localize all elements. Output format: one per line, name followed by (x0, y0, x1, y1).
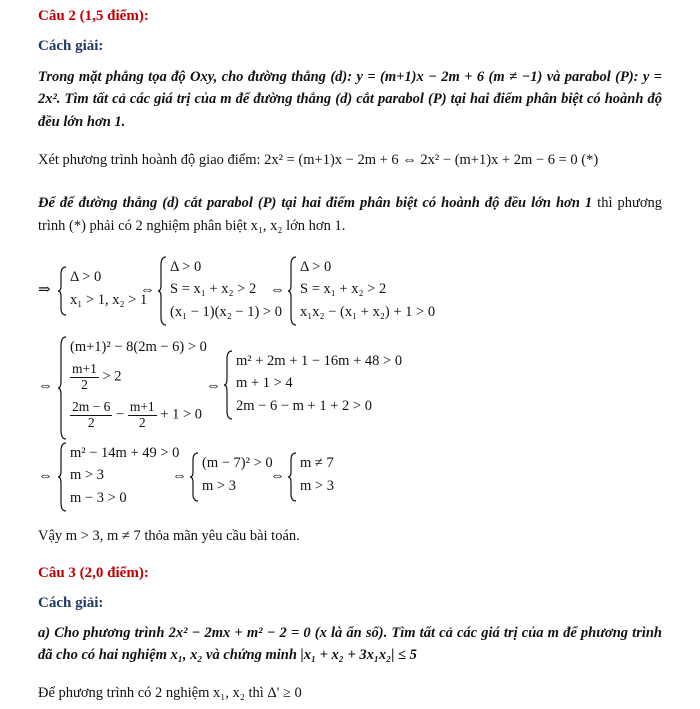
brace-icon (288, 452, 298, 502)
q3-discriminant-condition: Để phương trình có 2 nghiệm x₁, x₂ thì Δ' ≥ 0 (38, 685, 302, 701)
system-1a-line-2: x₁ > 1, x₂ > 1 (70, 292, 148, 308)
iff-symbol: ⇔ (206, 378, 221, 394)
q2-method-label: Cách giải: (38, 38, 104, 54)
q2-heading: Câu 2 (1,5 điểm): (38, 8, 149, 24)
iff-symbol: ⇔ (172, 468, 187, 484)
q2-intersection-equation: Xét phương trình hoành độ giao điểm: 2x² = (m+1)x − 2m + 6 ⇔ 2x² − (m+1)x + 2m − 6 = 0 (*) (38, 152, 599, 168)
system-1b-line-2: S = x₁ + x₂ > 2 (170, 281, 257, 297)
inequality-text: > 2 (98, 368, 122, 385)
q2-conclusion: Vậy m > 3, m ≠ 7 thỏa mãn yêu cầu bài toán. (38, 528, 300, 544)
iff-symbol: ⇔ (140, 282, 155, 298)
system-2a-line-3 (70, 400, 202, 431)
system-1c-line-2: S = x₁ + x₂ > 2 (300, 281, 387, 297)
brace-icon (288, 256, 298, 326)
system-2b-line-3: 2m − 6 − m + 1 + 2 > 0 (236, 398, 372, 414)
brace-icon (158, 256, 168, 326)
brace-icon (58, 336, 68, 440)
system-1b (158, 256, 288, 326)
q3-method-label: Cách giải: (38, 595, 104, 611)
system-2a (58, 336, 228, 440)
system-2b-line-1: m² + 2m + 1 − 16m + 48 > 0 (236, 353, 403, 369)
inequality-text: + 1 > 0 (156, 406, 203, 423)
iff-symbol: ⇔ (38, 378, 53, 394)
system-3c-line-1: m ≠ 7 (300, 455, 334, 471)
implies-symbol: ⇒ (38, 282, 51, 298)
iff-symbol: ⇔ (270, 282, 285, 298)
system-2a-line-2 (70, 362, 122, 393)
fraction-numerator: 2m − 6 (72, 399, 111, 414)
system-1a-line-1: Δ > 0 (70, 269, 102, 285)
q2-condition-rest: thì phương trình (*) phải có 2 nghiệm phân biệt x₁, x₂ lớn hơn 1. (38, 195, 663, 235)
system-3b-line-2: m > 3 (202, 478, 236, 494)
fraction-numerator: m+1 (72, 361, 97, 376)
system-1b-line-3: (x₁ − 1)(x₂ − 1) > 0 (170, 304, 282, 320)
system-3a-line-1: m² − 14m + 49 > 0 (70, 445, 180, 461)
system-3c (288, 452, 378, 502)
fraction-denominator: 2 (81, 376, 88, 392)
system-3c-line-2: m > 3 (300, 478, 334, 494)
fraction (70, 362, 99, 393)
q3-part-a: a) Cho phương trình 2x² − 2mx + m² − 2 = 0 (x là ẩn số). Tìm tất cả các giá trị của m để phương trình đã cho có hai nghiệm x₁, x₂ và chứng minh |x₁ + x₂ + 3x₁x₂| ≤ 5 (38, 625, 662, 664)
fraction-denominator: 2 (87, 414, 95, 430)
system-1c (288, 256, 448, 326)
fraction-numerator: m+1 (129, 399, 155, 414)
q3-heading: Câu 3 (2,0 điểm): (38, 565, 149, 581)
q2-problem: Trong mặt phẳng tọa độ Oxy, cho đường thẳng (d): y = (m+1)x − 2m + 6 (m ≠ −1) và parabol (P): y = 2x². Tìm tất cả các giá trị của m để đường thẳng (d) cắt parabol (P) tại hai điểm phân biệt có hoành độ đều lớn hơn 1. (38, 69, 662, 130)
system-1b-line-1: Δ > 0 (170, 259, 202, 275)
fraction-denominator: 2 (138, 414, 146, 430)
system-2a-line-1: (m+1)² − 8(2m − 6) > 0 (70, 339, 207, 355)
q2-condition-italic: Để để đường thẳng (d) cắt parabol (P) tại hai điểm phân biệt có hoành độ đều lớn hơn 1 (38, 195, 593, 211)
brace-icon (58, 442, 68, 512)
system-2b (224, 350, 424, 420)
q2-condition (38, 192, 662, 238)
iff-symbol: ⇔ (38, 468, 53, 484)
minus-text: − (112, 406, 128, 423)
system-3a-line-2: m > 3 (70, 467, 104, 483)
system-1c-line-3: x₁x₂ − (x₁ + x₂) + 1 > 0 (300, 304, 436, 320)
system-2b-line-2: m + 1 > 4 (236, 375, 293, 391)
iff-symbol: ⇔ (270, 468, 285, 484)
system-3a-line-3: m − 3 > 0 (70, 490, 127, 506)
brace-icon (190, 452, 200, 502)
system-3b-line-1: (m − 7)² > 0 (202, 455, 273, 471)
brace-icon (224, 350, 234, 420)
fraction (128, 400, 157, 431)
fraction (70, 400, 112, 431)
brace-icon (58, 266, 68, 316)
system-1c-line-1: Δ > 0 (300, 259, 332, 275)
